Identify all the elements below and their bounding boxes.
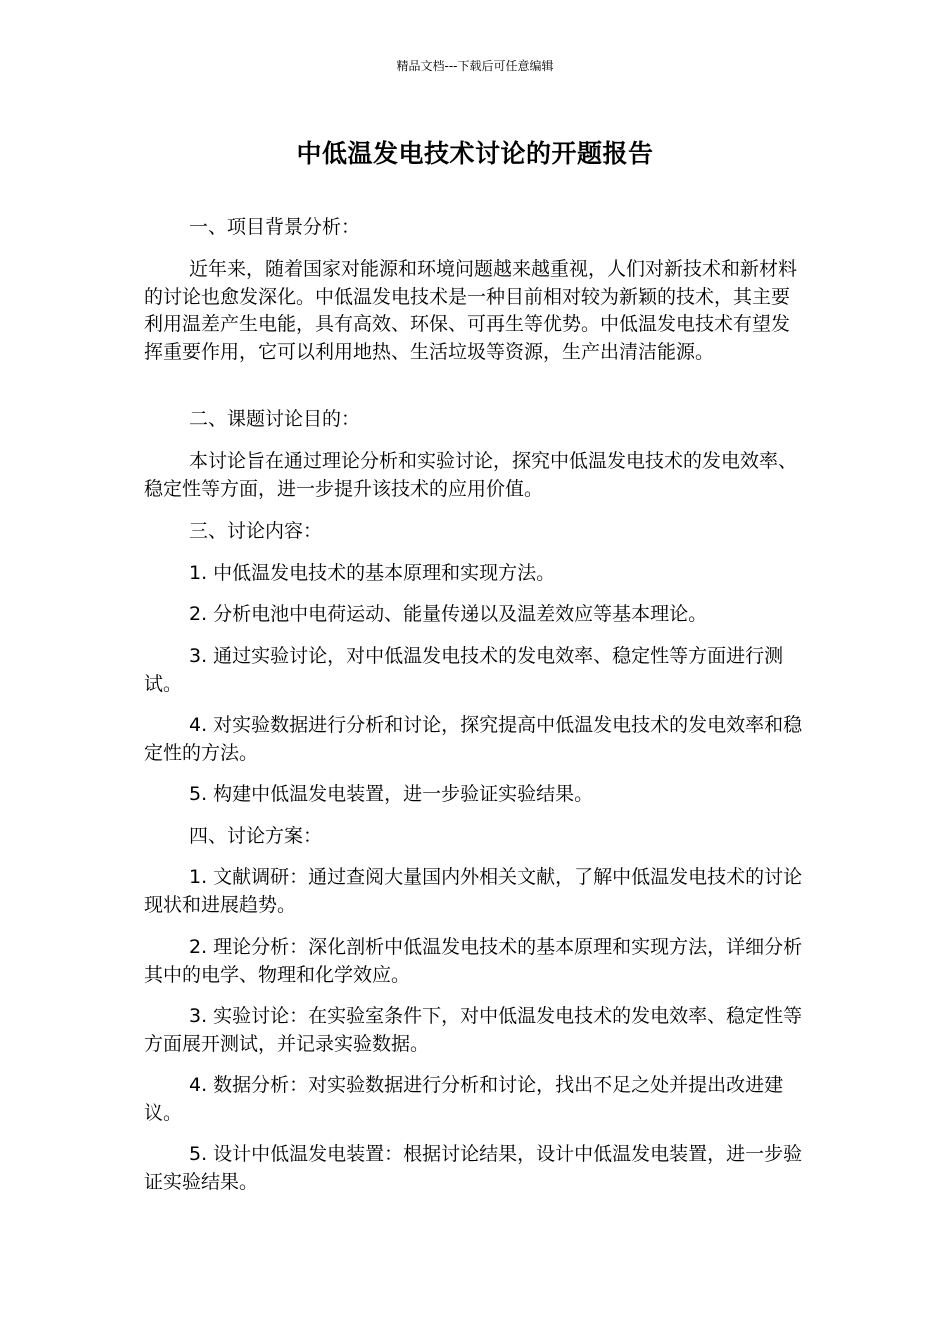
section-heading-plan: 四、讨论方案： xyxy=(189,825,323,847)
content-item-3: 3. 通过实验讨论，对中低温发电技术的发电效率、稳定性等方面进行测试。 xyxy=(144,645,784,695)
content-item-4: 4. 对实验数据进行分析和讨论，探究提高中低温发电技术的发电效率和稳定性的方法。 xyxy=(144,714,803,764)
section-heading-content: 三、讨论内容： xyxy=(189,520,323,542)
content-item-5: 5. 构建中低温发电装置，进一步验证实验结果。 xyxy=(189,783,594,805)
content-item-1: 1. 中低温发电技术的基本原理和实现方法。 xyxy=(189,562,556,584)
paragraph-background: 近年来，随着国家对能源和环境问题越来越重视，人们对新技术和新材料的讨论也愈发深化。中低温发电技术是一种目前相对较为新颖的技术，其主要利用温差产生电能，具有高效、环保、可再生等优势。中低温发电技术有望发挥重要作用，它可以利用地热、生活垃圾等资源，生产出清洁能源。 xyxy=(144,258,798,363)
section-heading-purpose: 二、课题讨论目的： xyxy=(189,408,361,430)
document-title: 中低温发电技术讨论的开题报告 xyxy=(296,139,654,168)
plan-item-1: 1. 文献调研：通过查阅大量国内外相关文献，了解中低温发电技术的讨论现状和进展趋势。 xyxy=(144,866,803,916)
content-item-2: 2. 分析电池中电荷运动、能量传递以及温差效应等基本理论。 xyxy=(189,603,708,625)
plan-item-5: 5. 设计中低温发电装置：根据讨论结果，设计中低温发电装置，进一步验证实验结果。 xyxy=(144,1143,803,1193)
plan-item-4: 4. 数据分析：对实验数据进行分析和讨论，找出不足之处并提出改进建议。 xyxy=(144,1074,784,1124)
paragraph-purpose: 本讨论旨在通过理论分析和实验讨论，探究中低温发电技术的发电效率、稳定性等方面，进一步提升该技术的应用价值。 xyxy=(144,450,798,500)
section-heading-background: 一、项目背景分析： xyxy=(189,216,361,238)
plan-item-2: 2. 理论分析：深化剖析中低温发电技术的基本原理和实现方法，详细分析其中的电学、物理和化学效应。 xyxy=(144,936,803,986)
plan-item-3: 3. 实验讨论：在实验室条件下，对中低温发电技术的发电效率、稳定性等方面展开测试，并记录实验数据。 xyxy=(144,1005,803,1055)
page-header: 精品文档---下载后可任意编辑 xyxy=(396,59,554,73)
